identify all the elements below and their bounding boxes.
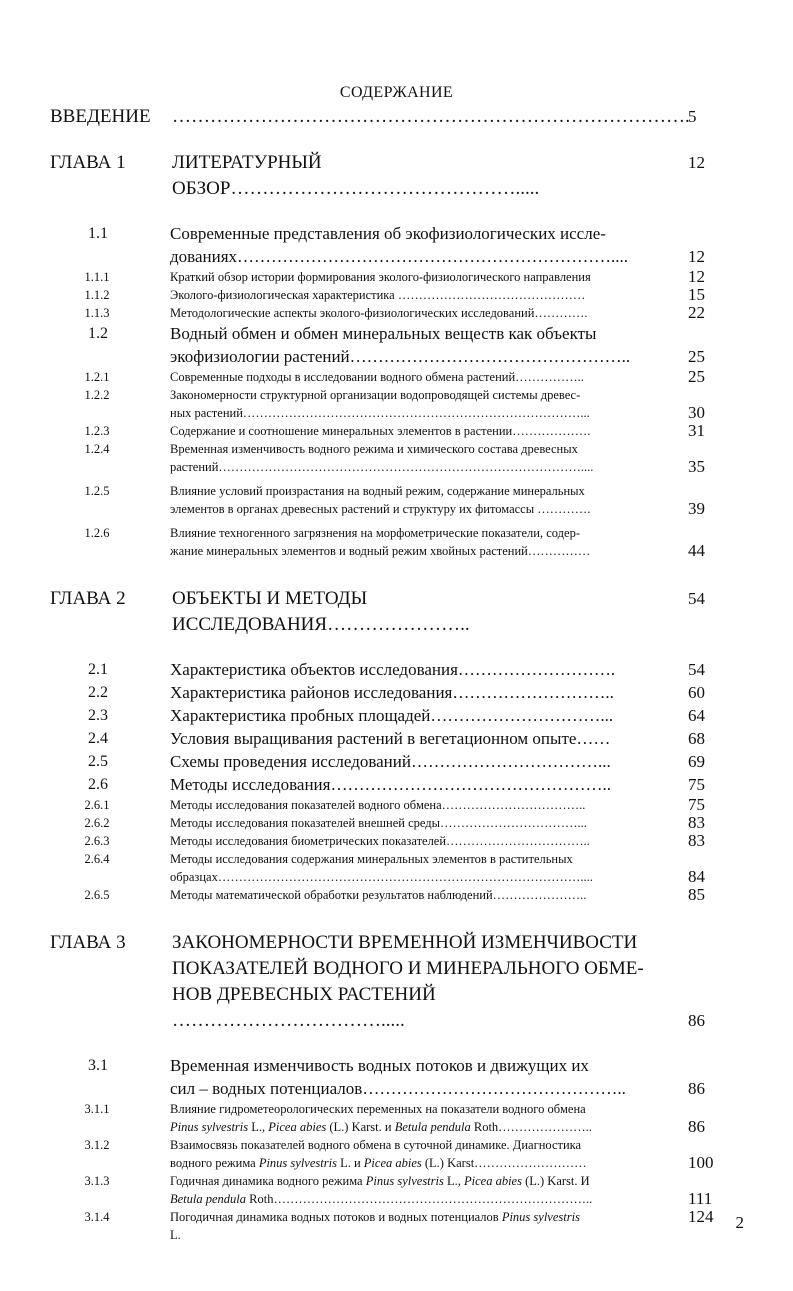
toc-entry-page: 75	[688, 775, 705, 794]
toc-entry-title-line: L.	[170, 1228, 181, 1242]
toc-entry-title: Содержание и соотношение минеральных элементов в растении……………….	[170, 424, 591, 438]
toc-entry-title-line: ных растений………………………………………………………………………...	[170, 406, 590, 420]
toc-entry-title: Методы исследования биометрических показателей……………………………..	[170, 834, 590, 848]
toc-entry-number: 1.1.1	[84, 270, 110, 284]
toc-entry-title-line: Временная изменчивость водного режима и химического состава древесных	[170, 442, 578, 456]
toc-entry-1-1-3[interactable]	[48, 304, 748, 322]
toc-entry-page: 86	[688, 1117, 705, 1136]
toc-entry-number: 1.2.6	[84, 526, 110, 540]
toc-entry-title-line: Закономерности структурной организации водопроводящей системы древес-	[170, 388, 581, 402]
toc-entry-title	[170, 440, 664, 476]
toc-entry-page: 54	[688, 660, 705, 679]
toc-entry-number: ГЛАВА 1	[50, 152, 126, 173]
toc-entry-2-6[interactable]	[48, 773, 748, 796]
toc-entry-title	[170, 322, 664, 368]
toc-entry-chapter-3[interactable]	[48, 930, 748, 1034]
toc-entry-number: 2.4	[88, 730, 108, 747]
toc-entry-title-line: Годичная динамика водного режима Pinus sylvestris L., Picea abies (L.) Karst. И	[170, 1174, 590, 1188]
toc-entry-title-line: жание минеральных элементов и водный режим хвойных растений……………	[170, 544, 591, 558]
toc-entry-title-line: Методы исследования содержания минеральных элементов в растительных	[170, 852, 573, 866]
toc-entry-title: Характеристика районов исследования………………………..	[170, 683, 614, 702]
toc-entry-number: 1.1.2	[84, 288, 110, 302]
toc-entry-page: 12	[688, 267, 705, 286]
toc-entry-number: ГЛАВА 3	[50, 932, 126, 953]
toc-entry-1-1-1[interactable]	[48, 268, 748, 286]
toc-entry-number: 1.2	[88, 325, 108, 342]
toc-entry-title: Современные подходы в исследовании водного обмена растений……………..	[170, 370, 584, 384]
toc-entry-2-6-5[interactable]	[48, 886, 748, 904]
toc-entry-page: 25	[688, 347, 705, 366]
toc-entry-chapter-1[interactable]	[48, 150, 748, 202]
toc-entry-2-4[interactable]	[48, 727, 748, 750]
toc-entry-2-2[interactable]	[48, 681, 748, 704]
toc-entry-title	[170, 222, 664, 268]
toc-entry-3-1-1[interactable]	[48, 1100, 748, 1136]
toc-entry-title	[170, 482, 664, 518]
toc-entry-number: 3.1.2	[84, 1138, 110, 1152]
toc-entry-number: 2.6	[88, 776, 108, 793]
toc-entry-page: 124	[688, 1207, 714, 1226]
toc-entry-number: 1.2.1	[84, 370, 110, 384]
toc-entry-1-2-6[interactable]	[48, 524, 748, 560]
toc-entry-title: ОБЪЕКТЫ И МЕТОДЫ ИССЛЕДОВАНИЯ…………………..	[172, 588, 470, 635]
toc-entry-title: Схемы проведения исследований……………………………...	[170, 752, 611, 771]
toc-entry-title: ЛИТЕРАТУРНЫЙ ОБЗОР……………………………………….....	[172, 152, 540, 199]
toc-entry-page: 60	[688, 683, 705, 702]
toc-entry-number: 2.3	[88, 707, 108, 724]
toc-entry-page: 69	[688, 752, 705, 771]
toc-entry-title	[170, 524, 664, 560]
toc-entry-number: ВВЕДЕНИЕ	[50, 106, 151, 127]
toc-entry-3-1-2[interactable]	[48, 1136, 748, 1172]
toc-entry-number: 2.5	[88, 753, 108, 770]
table-of-contents	[48, 104, 748, 1244]
toc-entry-1-2[interactable]	[48, 322, 748, 368]
toc-entry-page: 75	[688, 795, 705, 814]
toc-entry-page: 44	[688, 541, 705, 560]
toc-entry-title-line: Современные представления об экофизиологических иссле-	[170, 224, 606, 243]
toc-entry-page: 84	[688, 867, 705, 886]
toc-entry-page: 12	[688, 247, 705, 266]
toc-entry-page: 86	[688, 1011, 705, 1030]
toc-entry-title	[170, 1054, 664, 1100]
toc-entry-page: 85	[688, 885, 705, 904]
toc-entry-title: Методы математической обработки результатов наблюдений…………………..	[170, 888, 587, 902]
toc-entry-1-2-2[interactable]	[48, 386, 748, 422]
toc-entry-title: Методы исследования показателей водного обмена……………………………..	[170, 798, 586, 812]
toc-entry-title-line: элементов в органах древесных растений и структуру их фитомассы ………….	[170, 502, 591, 516]
toc-entry-title	[172, 930, 664, 1034]
toc-entry-page: 15	[688, 285, 705, 304]
toc-entry-title-line: образцах……………………………………………………………………………....	[170, 870, 593, 884]
toc-entry-2-6-4[interactable]	[48, 850, 748, 886]
toc-entry-title: Характеристика пробных площадей…………………………...	[170, 706, 614, 725]
toc-entry-title: Характеристика объектов исследования……………………….	[170, 660, 616, 679]
toc-entry-title-line: Pinus sylvestris L., Picea abies (L.) Karst. и Betula pendula Roth…………………..	[170, 1120, 592, 1134]
toc-entry-page: 64	[688, 706, 705, 725]
toc-entry-3-1[interactable]	[48, 1054, 748, 1100]
toc-entry-number: 3.1.3	[84, 1174, 110, 1188]
toc-entry-title	[170, 850, 664, 886]
footer-page-number: 2	[735, 1213, 744, 1232]
toc-entry-number: ГЛАВА 2	[50, 588, 126, 609]
toc-entry-number: 1.2.4	[84, 442, 110, 456]
toc-entry-number: 1.1	[88, 225, 108, 242]
toc-entry-title-line: сил – водных потенциалов………………………………………..	[170, 1079, 626, 1098]
toc-entry-title-line: Погодичная динамика водных потоков и водных потенциалов Pinus sylvestris	[170, 1210, 580, 1224]
toc-entry-2-6-3[interactable]	[48, 832, 748, 850]
toc-entry-page: 100	[688, 1153, 714, 1172]
toc-entry-title-line: Влияние гидрометеорологических переменных на показатели водного обмена	[170, 1102, 586, 1116]
toc-entry-1-1-2[interactable]	[48, 286, 748, 304]
toc-entry-page: 5	[688, 107, 697, 126]
toc-entry-page: 30	[688, 403, 705, 422]
toc-entry-title-line: Влияние условий произрастания на водный режим, содержание минеральных	[170, 484, 585, 498]
toc-entry-title-line: ЗАКОНОМЕРНОСТИ ВРЕМЕННОЙ ИЗМЕНЧИВОСТИ	[172, 932, 638, 953]
toc-entry-2-5[interactable]	[48, 750, 748, 773]
toc-entry-title-line: Влияние техногенного загрязнения на морфометрические показатели, содер-	[170, 526, 580, 540]
toc-entry-title	[170, 1100, 664, 1136]
toc-entry-number: 2.6.2	[84, 816, 110, 830]
toc-entry-page: 31	[688, 421, 705, 440]
toc-entry-title	[170, 386, 664, 422]
toc-entry-number: 2.6.1	[84, 798, 110, 812]
toc-entry-title-line: дованиях…………………………………………………………....	[170, 247, 629, 266]
toc-entry-number: 1.2.2	[84, 388, 110, 402]
toc-entry-number: 2.6.4	[84, 852, 110, 866]
toc-entry-number: 2.2	[88, 684, 108, 701]
toc-entry-title: Условия выращивания растений в вегетационном опыте……	[170, 729, 611, 748]
toc-entry-title: Краткий обзор истории формирования эколого-физиологического направления	[170, 270, 591, 284]
toc-entry-title	[170, 1172, 664, 1208]
toc-entry-page: 35	[688, 457, 705, 476]
toc-entry-page: 25	[688, 367, 705, 386]
toc-entry-1-2-4[interactable]	[48, 440, 748, 476]
toc-entry-title-line: Водный обмен и обмен минеральных веществ как объекты	[170, 324, 597, 343]
toc-entry-title: Методы исследования…………………………………………..	[170, 775, 611, 794]
toc-entry-number: 3.1.4	[84, 1210, 110, 1224]
toc-entry-title-line: водного режима Pinus sylvestris L. и Picea abies (L.) Karst………………………	[170, 1156, 587, 1170]
toc-entry-number: 2.6.3	[84, 834, 110, 848]
toc-entry-title: Эколого-физиологическая характеристика ………………………………………	[170, 288, 586, 302]
toc-entry-number: 3.1.1	[84, 1102, 110, 1116]
toc-entry-title	[170, 1136, 664, 1172]
toc-entry-2-3[interactable]	[48, 704, 748, 727]
page-title: СОДЕРЖАНИЕ	[339, 84, 454, 101]
toc-entry-page: 86	[688, 1079, 705, 1098]
toc-entry-number: 2.1	[88, 661, 108, 678]
toc-entry-title: ……………………………………………………………………….	[172, 106, 690, 127]
toc-entry-title-line: Временная изменчивость водных потоков и движущих их	[170, 1056, 589, 1075]
toc-entry-page: 12	[688, 153, 705, 172]
toc-entry-1-2-3[interactable]	[48, 422, 748, 440]
toc-entry-page: 111	[688, 1189, 713, 1208]
toc-entry-page: 68	[688, 729, 705, 748]
toc-entry-1-1[interactable]	[48, 222, 748, 268]
toc-entry-page: 83	[688, 831, 705, 850]
toc-entry-title-line: растений……………………………………………………………………………....	[170, 460, 594, 474]
toc-entry-page: 54	[688, 589, 705, 608]
toc-entry-page: 83	[688, 813, 705, 832]
toc-entry-title-line: НОВ ДРЕВЕСНЫХ РАСТЕНИЙ …………………………….....	[172, 984, 436, 1031]
toc-entry-title: Методологические аспекты эколого-физиологических исследований………….	[170, 306, 588, 320]
toc-entry-introduction[interactable]	[48, 104, 748, 130]
toc-entry-number: 1.1.3	[84, 306, 110, 320]
toc-entry-3-1-3[interactable]	[48, 1172, 748, 1208]
toc-entry-2-6-1[interactable]	[48, 796, 748, 814]
toc-entry-number: 1.2.3	[84, 424, 110, 438]
toc-entry-page: 39	[688, 499, 705, 518]
toc-entry-number: 1.2.5	[84, 484, 110, 498]
toc-entry-title-line: Взаимосвязь показателей водного обмена в суточной динамике. Диагностика	[170, 1138, 582, 1152]
toc-entry-chapter-2[interactable]	[48, 586, 748, 638]
toc-entry-title-line: Betula pendula Roth…………………………………………………………………..	[170, 1192, 593, 1206]
toc-entry-number: 2.6.5	[84, 888, 110, 902]
toc-entry-number: 3.1	[88, 1057, 108, 1074]
toc-entry-2-1[interactable]	[48, 658, 748, 681]
toc-entry-title: Методы исследования показателей внешней среды……………………………...	[170, 816, 587, 830]
toc-entry-1-2-5[interactable]	[48, 482, 748, 518]
toc-entry-1-2-1[interactable]	[48, 368, 748, 386]
toc-entry-2-6-2[interactable]	[48, 814, 748, 832]
toc-entry-title-line: ПОКАЗАТЕЛЕЙ ВОДНОГО И МИНЕРАЛЬНОГО ОБМЕ-	[172, 958, 644, 979]
toc-entry-title-line: экофизиологии растений…………………………………………..	[170, 347, 631, 366]
toc-entry-page: 22	[688, 303, 705, 322]
